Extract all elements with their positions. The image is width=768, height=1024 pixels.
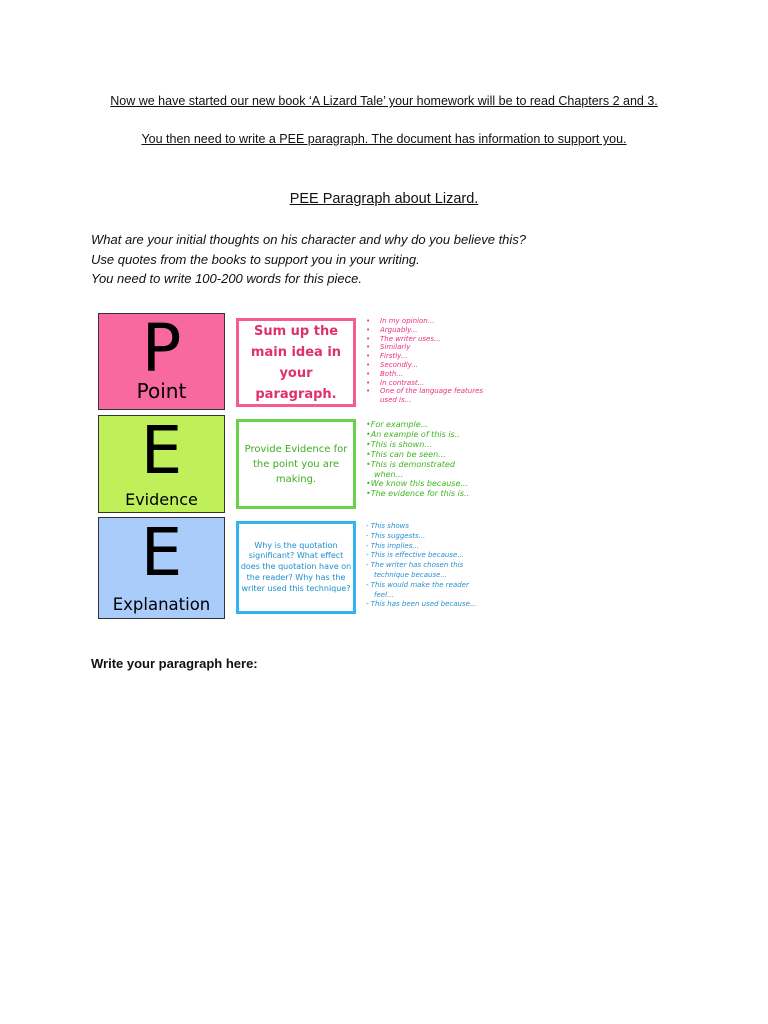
phrase-item: • Both... (366, 370, 483, 379)
phrase-item: - This suggests... (366, 532, 477, 542)
phrase-item: - This would make the reader (366, 581, 477, 591)
explanation-letter-box (98, 514, 225, 619)
point-description-box (236, 318, 356, 407)
phrase-item: •This is demonstrated (366, 459, 455, 469)
phrase-item: - This shows (366, 522, 477, 532)
phrase-item: •The evidence for this is.. (366, 489, 470, 499)
phrase-item: - The writer has chosen this (366, 561, 477, 571)
phrase-item-continued: when... (374, 469, 404, 479)
phrase-item: •An example of this is.. (366, 429, 460, 439)
phrase-item: •This is shown... (366, 439, 432, 449)
phrase-item-continued: technique because... (374, 570, 448, 579)
phrase-item: •We know this because... (366, 479, 469, 489)
phrase-item: •For example... (366, 420, 429, 429)
phrase-item: • Secondly... (366, 361, 483, 370)
evidence-letter: E (140, 412, 183, 489)
explanation-phrase-list (366, 522, 477, 610)
prompt-line: What are your initial thoughts on his character and why do you believe this? (91, 232, 527, 247)
point-description: Sum up the main idea in your paragraph. (250, 323, 342, 402)
phrase-item: • The writer uses... (366, 335, 483, 344)
evidence-word: Evidence (125, 490, 198, 509)
phrase-item: •This can be seen... (366, 449, 446, 459)
explanation-letter: E (140, 514, 183, 591)
evidence-description: Provide Evidence for the point you are making. (244, 443, 348, 485)
phrase-item: • In my opinion... (366, 317, 483, 326)
prompt-line: You need to write 100-200 words for this piece. (91, 271, 362, 286)
phrase-item: • In contrast... (366, 379, 483, 388)
explanation-description-box (236, 521, 356, 614)
prompt-line: Use quotes from the books to support you in your writing. (91, 251, 420, 267)
page-heading: PEE Paragraph about Lizard. (289, 191, 479, 207)
explanation-description: Why is the quotation significant? What effect does the quotation have on the reader? Why has the writer used this technique? (240, 540, 352, 593)
phrase-item-continued: used is... (380, 396, 412, 405)
phrase-item: • Firstly... (366, 352, 483, 361)
phrase-item: • One of the language features (366, 387, 483, 396)
intro-line-2: You then need to write a PEE paragraph. The document has information to support you. (141, 132, 627, 146)
prompt-questions (91, 230, 691, 289)
point-letter: P (141, 310, 182, 387)
phrase-item: - This is effective because... (366, 551, 477, 561)
phrase-item: - This has been used because... (366, 600, 477, 610)
intro-line-1: Now we have started our new book ‘A Lizard Tale’ your homework will be to read Chapters 2 and 3. (110, 94, 658, 108)
point-letter-box (98, 310, 225, 410)
evidence-description-box (236, 419, 356, 509)
phrase-item: • Arguably... (366, 326, 483, 335)
evidence-letter-box (98, 412, 225, 513)
point-word: Point (136, 379, 187, 403)
phrase-item: • Similarly (366, 343, 483, 352)
write-paragraph-label: Write your paragraph here: (91, 656, 258, 671)
phrase-item: - This implies... (366, 542, 477, 552)
phrase-item-continued: feel... (374, 590, 394, 599)
explanation-word: Explanation (112, 595, 211, 614)
evidence-phrase-list (366, 420, 469, 499)
point-phrase-list (366, 317, 483, 405)
